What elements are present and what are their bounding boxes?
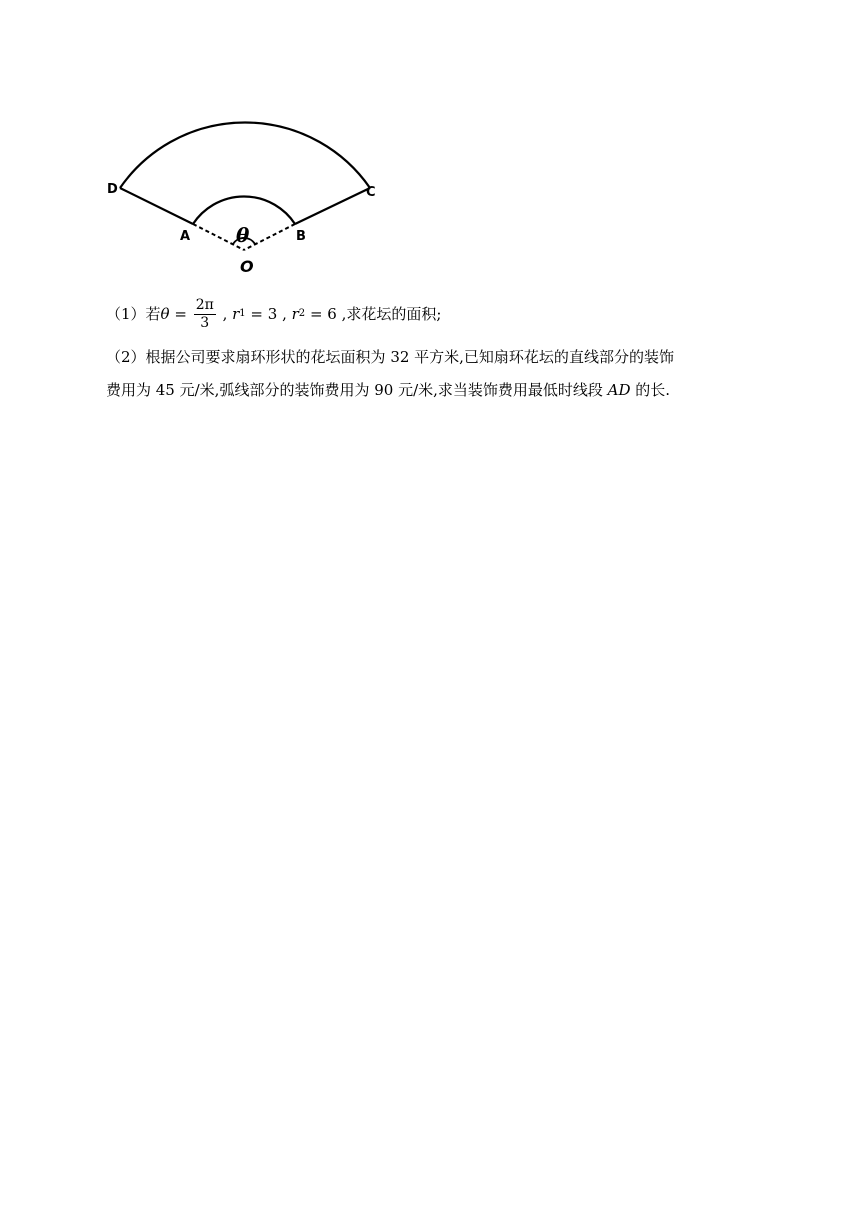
question-2-line-1: （2）根据公司要求扇环形状的花坛面积为 32 平方米,已知扇环花坛的直线部分的装饰 [106,348,674,366]
q1-r1-sub: 1 [239,308,246,319]
outer-arc [120,122,370,188]
segment-BC [295,188,370,224]
q1-theta: θ [160,305,170,323]
label-D: D [107,182,118,197]
question-1 [106,292,441,336]
q1-r1-val: = 3 [245,305,278,323]
dashed-BO [244,224,295,250]
question-2-line-2 [106,380,670,400]
label-C: C [366,185,376,200]
q1-prefix: （1）若 [106,305,161,323]
q2-line2-post: 的长. [630,381,671,399]
q1-r1-var: r [232,305,240,323]
q1-r2-val: = 6 [305,305,337,323]
label-theta: θ [236,223,250,247]
q1-sep2: , [277,305,292,323]
inner-arc [193,196,295,224]
q1-fraction-numerator: 2π [195,296,214,313]
q1-r2-sub: 2 [298,308,306,319]
label-O: O [240,257,254,276]
q1-fraction [194,297,216,332]
label-B: B [296,229,306,244]
q2-segment-var: AD [607,381,631,399]
q2-line2-pre: 费用为 45 元/米,弧线部分的装饰费用为 90 元/米,求当装饰费用最低时线段 [106,381,608,399]
q1-r2-var: r [291,305,299,323]
sector-diagram [100,82,390,282]
q1-equals: = [169,305,192,323]
segment-AD [120,188,193,224]
annular-sector-figure [100,82,390,282]
label-A: A [180,229,191,244]
q1-fraction-denominator: 3 [200,314,210,331]
q1-sep1: , [217,305,233,323]
q1-suffix: ,求花坛的面积; [336,305,442,323]
